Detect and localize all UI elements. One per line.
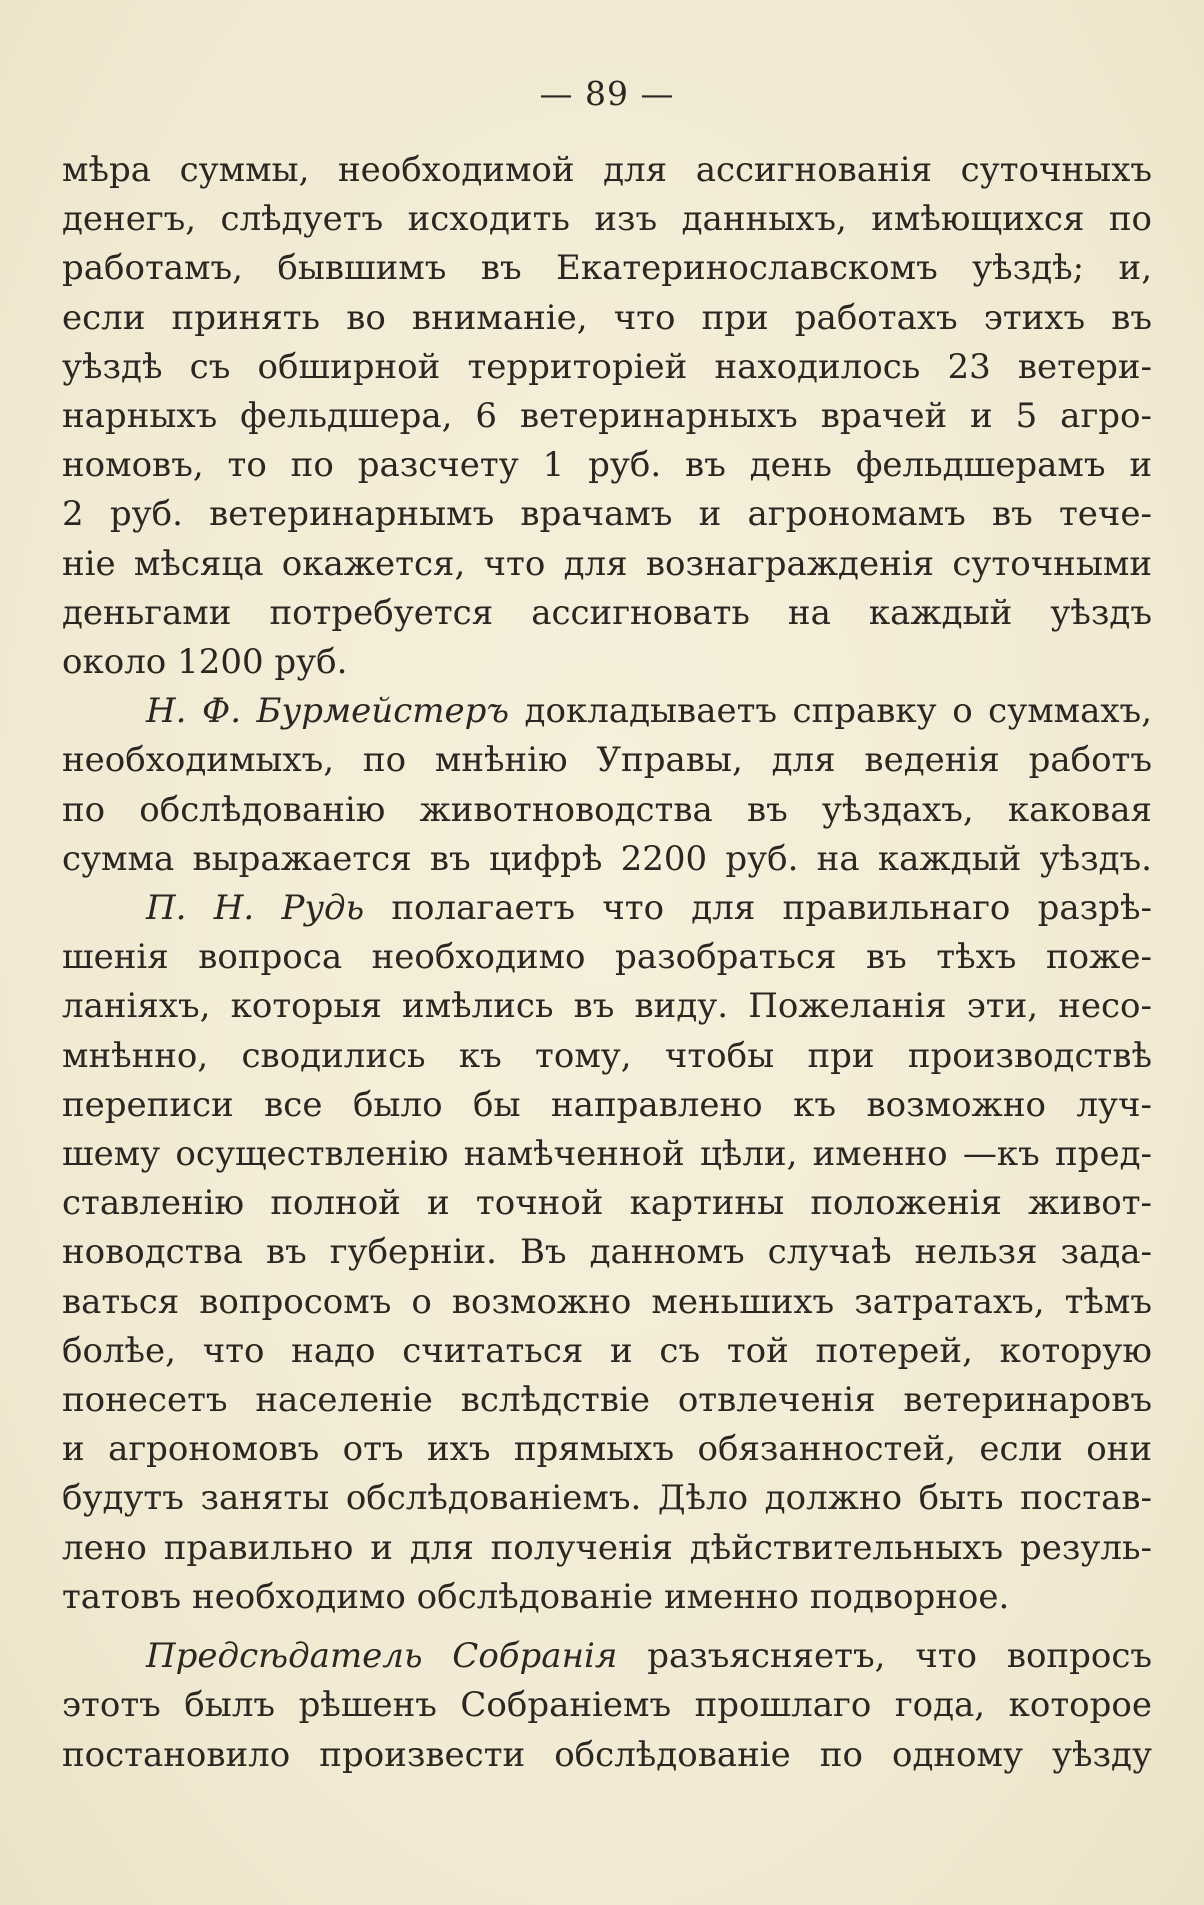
text-line: шему осуществленію намѣченной цѣли, именно —къ пред- [62, 1134, 1152, 1175]
text-line: работамъ, бывшимъ въ Екатеринославскомъ уѣздѣ; и, [62, 248, 1152, 289]
text-line: татовъ необходимо обслѣдованіе именно подворное. [62, 1576, 1010, 1617]
paragraph-1 [62, 146, 1152, 687]
text-line: ланіяхъ, которыя имѣлись въ виду. Пожеланія эти, несо- [62, 986, 1152, 1027]
text-line: номовъ, то по разсчету 1 руб. въ день фельдшерамъ и [62, 445, 1152, 486]
text-line: болѣе, что надо считаться и съ той потерей, которую [62, 1330, 1152, 1371]
speaker-name: Предсѣдатель Собранія [146, 1636, 618, 1677]
text-run: докладываетъ справку о суммахъ, [509, 691, 1152, 732]
text-line: денегъ, слѣдуетъ исходить изъ данныхъ, имѣющихся по [62, 199, 1152, 240]
text-line: нарныхъ фельдшера, 6 ветеринарныхъ врачей и 5 агро- [62, 396, 1152, 437]
page-number: — 89 — [539, 74, 675, 113]
text-line: мѣра суммы, необходимой для ассигнованія суточныхъ [62, 150, 1152, 190]
paragraph-3 [62, 884, 1152, 1622]
text-line: мнѣнно, сводились къ тому, чтобы при производствѣ [62, 1035, 1152, 1076]
text-line: 2 руб. ветеринарнымъ врачамъ и агрономамъ въ тече- [62, 494, 1152, 535]
text-line: ваться вопросомъ о возможно меньшихъ затратахъ, тѣмъ [62, 1281, 1152, 1322]
text-line: будутъ заняты обслѣдованіемъ. Дѣло должно быть постав- [62, 1478, 1152, 1519]
text-line: если принять во вниманіе, что при работахъ этихъ въ [62, 297, 1152, 338]
text-line: этотъ былъ рѣшенъ Собраніемъ прошлаго года, которое [62, 1685, 1152, 1726]
text-line: сумма выражается въ цифрѣ 2200 руб. на каждый уѣздъ. [62, 838, 1152, 879]
text-line: ставленію полной и точной картины положенія живот- [62, 1183, 1152, 1224]
text-line: новодства въ губерніи. Въ данномъ случаѣ нельзя зада- [62, 1232, 1152, 1273]
text-line [62, 1632, 1152, 1681]
text-line: необходимыхъ, по мнѣнію Управы, для веденія работъ [62, 740, 1152, 781]
paragraph-2 [62, 687, 1152, 884]
text-line: и агрономовъ отъ ихъ прямыхъ обязанностей, если они [62, 1429, 1152, 1470]
text-line: около 1200 руб. [62, 642, 348, 683]
text-line: деньгами потребуется ассигновать на каждый уѣздъ [62, 592, 1152, 633]
text-line: по обслѣдованію животноводства въ уѣздахъ, каковая [62, 789, 1152, 830]
paragraph-gap [62, 1622, 1152, 1632]
text-line: постановило произвести обслѣдованіе по одному уѣзду [62, 1734, 1152, 1775]
text-line: уѣздѣ съ обширной территоріей находилось 23 ветери- [62, 346, 1152, 387]
text-line [62, 884, 1152, 933]
text-line: шенія вопроса необходимо разобраться въ тѣхъ поже- [62, 937, 1152, 978]
text-run: полагаетъ что для правильнаго разрѣ- [364, 888, 1152, 929]
text-line: переписи все было бы направлено къ возможно луч- [62, 1084, 1152, 1125]
text-line: понесетъ населеніе вслѣдствіе отвлеченія ветеринаровъ [62, 1380, 1152, 1421]
speaker-name: Н. Ф. Бурмейстеръ [146, 691, 510, 732]
speaker-name: П. Н. Рудь [146, 888, 365, 929]
text-line [62, 687, 1152, 736]
text-line: ніе мѣсяца окажется, что для вознагражденія суточными [62, 543, 1152, 584]
text-run: разъясняетъ, что вопросъ [617, 1636, 1152, 1677]
text-line: лено правильно и для полученія дѣйствительныхъ резуль- [62, 1527, 1152, 1568]
body-text [62, 146, 1152, 1780]
paragraph-4 [62, 1632, 1152, 1780]
